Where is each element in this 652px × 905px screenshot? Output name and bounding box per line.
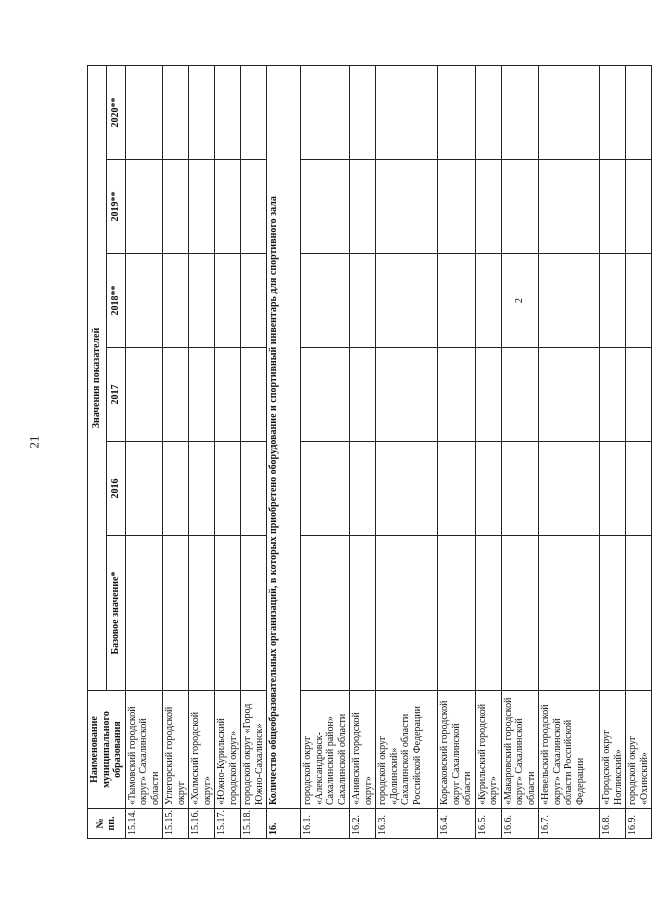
cell-2019: [301, 160, 350, 254]
cell-2019: [600, 160, 626, 254]
cell-2016: [539, 442, 600, 536]
table-row: [301, 65, 350, 838]
cell-2018: [350, 254, 376, 348]
header-num: № пп.: [88, 809, 126, 839]
cell-2019: [626, 160, 652, 254]
row-num: 15.18.: [241, 809, 267, 839]
cell-2020: [600, 65, 626, 159]
section-title: Количество общеобразовательных организаций, в которых приобретено оборудование и спортивный инвентарь для спортивного зала: [267, 65, 301, 808]
header-2016: 2016: [106, 442, 125, 536]
cell-2020: [241, 65, 267, 159]
indicator-table: [87, 65, 652, 839]
cell-2017: [163, 348, 189, 442]
cell-2017: [215, 348, 241, 442]
cell-2017: [350, 348, 376, 442]
row-num: 15.14.: [125, 809, 163, 839]
cell-2016: [350, 442, 376, 536]
cell-base: [215, 536, 241, 691]
table-row: [626, 65, 652, 838]
cell-2019: [125, 160, 163, 254]
cell-2016: [241, 442, 267, 536]
cell-base: [501, 536, 539, 691]
row-name: «Макаровский городской округ» Сахалинской области: [501, 691, 539, 809]
row-name: «Тымовский городской округ» Сахалинской области: [125, 691, 163, 809]
cell-2019: [189, 160, 215, 254]
cell-2018: [539, 254, 600, 348]
rotated-table-area: [87, 66, 650, 839]
cell-2019: [475, 160, 501, 254]
cell-2018: [163, 254, 189, 348]
cell-2020: [475, 65, 501, 159]
table-row: [438, 65, 476, 838]
row-name: городской округ «Долинский» Сахалинской области Российской Федерации: [376, 691, 438, 809]
cell-base: [125, 536, 163, 691]
cell-2017: [241, 348, 267, 442]
table-row: [215, 65, 241, 838]
cell-2018: [215, 254, 241, 348]
table-row: [163, 65, 189, 838]
cell-base: [438, 536, 476, 691]
cell-2018: [626, 254, 652, 348]
cell-2019: [501, 160, 539, 254]
row-num: 15.17.: [215, 809, 241, 839]
cell-2017: [475, 348, 501, 442]
cell-base: [475, 536, 501, 691]
header-2018: 2018**: [106, 254, 125, 348]
cell-2019: [350, 160, 376, 254]
cell-2017: [501, 348, 539, 442]
cell-2019: [215, 160, 241, 254]
cell-2017: [600, 348, 626, 442]
table-row: [539, 65, 600, 838]
cell-2017: [539, 348, 600, 442]
cell-2018: [475, 254, 501, 348]
row-name: городской округ «Охинский»: [626, 691, 652, 809]
cell-2016: [301, 442, 350, 536]
cell-2020: [539, 65, 600, 159]
cell-2016: [600, 442, 626, 536]
row-num: 16.1.: [301, 809, 350, 839]
cell-2017: [438, 348, 476, 442]
row-name: «Курильский городской округ»: [475, 691, 501, 809]
row-num: 16.5.: [475, 809, 501, 839]
cell-2018: [301, 254, 350, 348]
cell-2019: [241, 160, 267, 254]
cell-2020: [501, 65, 539, 159]
section-row: [267, 65, 301, 838]
header-group: Значения показателей: [88, 65, 107, 690]
section-num: 16.: [267, 809, 301, 839]
cell-2020: [350, 65, 376, 159]
row-name: Корсаковский городской округ Сахалинской области: [438, 691, 476, 809]
row-num: 16.4.: [438, 809, 476, 839]
cell-2016: [189, 442, 215, 536]
cell-2020: [189, 65, 215, 159]
table-row: [125, 65, 163, 838]
cell-2019: [376, 160, 438, 254]
cell-2017: [376, 348, 438, 442]
cell-2020: [626, 65, 652, 159]
row-name: городской округ «Город Южно-Сахалинск»: [241, 691, 267, 809]
header-2020: 2020**: [106, 65, 125, 159]
cell-2020: [215, 65, 241, 159]
table-container: [87, 66, 650, 839]
cell-2017: [189, 348, 215, 442]
cell-2019: [438, 160, 476, 254]
row-num: 16.7.: [539, 809, 600, 839]
row-name: «Южно-Курильский городской округ»: [215, 691, 241, 809]
table-row: [501, 65, 539, 838]
cell-2020: [125, 65, 163, 159]
cell-2019: [539, 160, 600, 254]
row-num: 16.2.: [350, 809, 376, 839]
row-num: 16.3.: [376, 809, 438, 839]
page-number: 21: [26, 435, 42, 449]
cell-2020: [438, 65, 476, 159]
cell-2017: [626, 348, 652, 442]
cell-base: [163, 536, 189, 691]
row-name: «Холмский городской округ»: [189, 691, 215, 809]
header-base: Базовое значение*: [106, 536, 125, 691]
row-num: 16.9.: [626, 809, 652, 839]
cell-2019: [163, 160, 189, 254]
cell-2018: [189, 254, 215, 348]
table-row: [600, 65, 626, 838]
cell-2017: [301, 348, 350, 442]
row-num: 16.8.: [600, 809, 626, 839]
cell-base: [350, 536, 376, 691]
row-num: 15.15.: [163, 809, 189, 839]
cell-2020: [163, 65, 189, 159]
cell-2016: [475, 442, 501, 536]
cell-2017: [125, 348, 163, 442]
table-row: [241, 65, 267, 838]
row-name: Углегорский городской округ: [163, 691, 189, 809]
cell-2016: [438, 442, 476, 536]
cell-base: [600, 536, 626, 691]
row-name: «Невельский городской округ» Сахалинской области Российской Федерации: [539, 691, 600, 809]
cell-base: [376, 536, 438, 691]
cell-base: [241, 536, 267, 691]
cell-base: [626, 536, 652, 691]
row-name: городской округ «Александровск-Сахалинский район» Сахалинской области: [301, 691, 350, 809]
row-num: 16.6.: [501, 809, 539, 839]
cell-base: [189, 536, 215, 691]
table-row: [350, 65, 376, 838]
cell-2018: 2: [501, 254, 539, 348]
cell-base: [301, 536, 350, 691]
header-2019: 2019**: [106, 160, 125, 254]
cell-2016: [501, 442, 539, 536]
cell-2016: [376, 442, 438, 536]
cell-base: [539, 536, 600, 691]
cell-2018: [125, 254, 163, 348]
row-num: 15.16.: [189, 809, 215, 839]
cell-2016: [163, 442, 189, 536]
row-name: «Городской округ Ногликский»: [600, 691, 626, 809]
table-row: [189, 65, 215, 838]
cell-2018: [241, 254, 267, 348]
cell-2020: [301, 65, 350, 159]
header-name: Наименование муниципального образования: [88, 691, 126, 809]
table-row: [475, 65, 501, 838]
table-row: [376, 65, 438, 838]
cell-2016: [125, 442, 163, 536]
cell-2018: [600, 254, 626, 348]
cell-2018: [438, 254, 476, 348]
cell-2020: [376, 65, 438, 159]
header-2017: 2017: [106, 348, 125, 442]
cell-2016: [215, 442, 241, 536]
row-name: «Анивский городской округ»: [350, 691, 376, 809]
cell-2016: [626, 442, 652, 536]
cell-2018: [376, 254, 438, 348]
